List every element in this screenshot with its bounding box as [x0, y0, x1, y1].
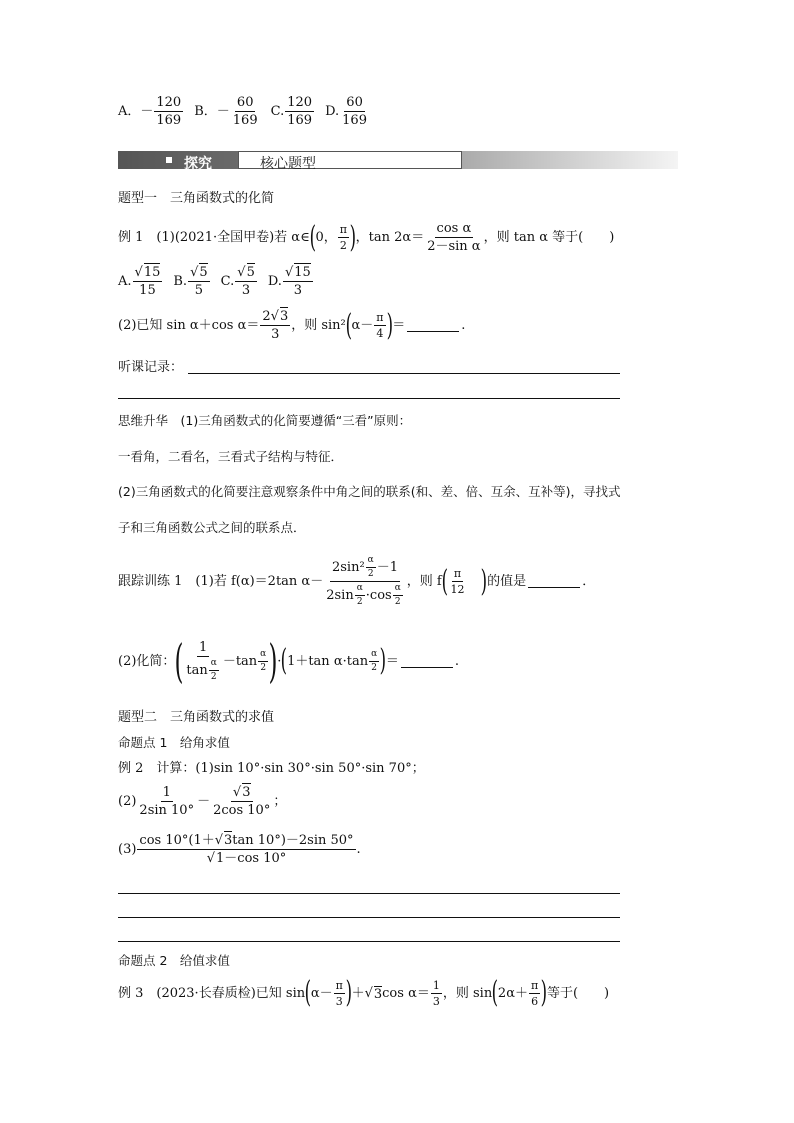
fraction-numerator: π — [530, 978, 539, 992]
second-factor: 1＋tan α·tan — [287, 653, 369, 669]
ex2-part3-label: (3) — [118, 842, 137, 857]
radicand: 3 — [373, 986, 383, 1002]
radicand: 5 — [199, 265, 208, 280]
ex3-cos-part: cos α＝ — [382, 985, 430, 1001]
track1-part2-intro: (2)化简： — [118, 653, 176, 669]
fraction-numerator: π — [453, 567, 462, 580]
denominator-part-a: 2sin — [326, 588, 354, 603]
semicolon: ； — [273, 794, 287, 809]
fraction-denominator: 2sin 10° — [139, 803, 195, 818]
one-third — [431, 980, 442, 1007]
alpha-over-2 — [393, 584, 403, 607]
sqrt-icon: √ — [134, 265, 143, 280]
radicand: 5 — [246, 265, 255, 280]
track1-intro: 跟踪训练 1 (1)若 f(α)＝2tan α－ — [118, 574, 324, 589]
fraction-denominator: 15 — [139, 283, 156, 298]
multiply-dot: · — [277, 653, 282, 669]
one-over-tan-half-alpha — [184, 641, 221, 682]
thinking-line-1: 思维升华 (1)三角函数式的化简要遵循“三看”原则： — [118, 413, 412, 428]
fraction-denominator: 2 — [260, 662, 267, 673]
ex1-part2-mid: ，则 sin² — [291, 318, 346, 333]
plus-sign: ＋ — [351, 985, 365, 1001]
prev-option-d-fraction — [340, 96, 369, 127]
notes-line-2[interactable] — [118, 398, 620, 399]
ex2-fraction-3 — [137, 834, 355, 865]
fraction-denominator: 2 — [367, 569, 374, 579]
fraction-numerator: 1 — [198, 639, 208, 655]
track1-mid: ，则 f — [406, 574, 442, 589]
radicand: 1－cos 10° — [216, 851, 287, 866]
right-paren: ) — [379, 643, 387, 678]
fraction-numerator: π — [339, 223, 347, 236]
fraction-numerator: cos α — [436, 221, 472, 236]
ex3-inner-1: α－ — [310, 985, 333, 1001]
ex1-intro: 例 1 (1)(2021·全国甲卷)若 α∈ — [118, 230, 310, 245]
fraction-denominator: 169 — [232, 113, 258, 128]
right-paren: ) — [345, 975, 352, 1010]
fraction-numerator: α — [393, 584, 403, 596]
fraction-denominator: 6 — [531, 994, 539, 1008]
prev-option-c-fraction — [285, 96, 314, 127]
fraction-denominator: 2 — [394, 597, 401, 607]
fraction-denominator: 2 — [210, 671, 217, 682]
numerator-part-a: 2sin² — [331, 560, 365, 575]
left-paren: ( — [441, 563, 448, 599]
prev-option-a-fraction — [154, 96, 183, 127]
radicand: 15 — [143, 265, 161, 280]
interval-start: 0， — [315, 230, 337, 245]
ex2-part2-label: (2) — [118, 794, 137, 809]
sqrt-icon: √ — [190, 265, 199, 280]
ex1-option-b-value — [188, 266, 210, 297]
fraction-denominator: 3 — [271, 327, 280, 342]
pi-over-6 — [529, 980, 540, 1007]
tan-label: tan — [186, 662, 208, 678]
ex1-condition-fraction — [425, 222, 482, 253]
fraction-numerator: 60 — [236, 95, 254, 110]
prev-option-b-fraction — [231, 96, 260, 127]
fraction-denominator: 2－sin α — [427, 239, 481, 254]
ex2-line-3 — [118, 834, 361, 865]
ex3-line — [118, 975, 610, 1010]
coefficient: 2 — [262, 309, 271, 324]
track1-part1 — [118, 556, 595, 607]
answer-blank[interactable] — [401, 655, 453, 668]
ex3-tail: 等于( ) — [546, 985, 610, 1001]
notes-line-1[interactable] — [188, 373, 620, 374]
answer-blank[interactable] — [528, 575, 580, 588]
fraction-denominator: 2 — [371, 662, 377, 673]
ex3-inner-2: 2α＋ — [497, 985, 528, 1001]
numerator-part-b: －1 — [376, 560, 399, 575]
prev-options — [118, 96, 370, 127]
radicand: 3 — [279, 309, 289, 324]
sqrt-icon: √ — [232, 785, 242, 800]
point1-title: 命题点 1 给角求值 — [118, 735, 230, 750]
answer-line-1[interactable] — [118, 893, 620, 894]
sqrt-icon: √ — [364, 985, 373, 1001]
type2-title: 题型二 三角函数式的求值 — [118, 710, 275, 725]
equals-sign: ＝ — [392, 318, 406, 333]
notes-label: 听课记录： — [118, 360, 184, 375]
equals-sign: ＝ — [385, 653, 399, 669]
left-paren: ( — [309, 219, 316, 255]
fraction-denominator: 12 — [450, 583, 465, 596]
radicand: 15 — [294, 265, 311, 280]
right-paren: ) — [540, 975, 548, 1010]
alpha-over-2 — [355, 584, 365, 607]
minus-tan: －tan — [222, 653, 258, 669]
fraction-numerator: 120 — [156, 95, 182, 110]
period: . — [454, 653, 460, 669]
type1-title: 题型一 三角函数式的化简 — [118, 191, 275, 206]
ex1-part2-intro: (2)已知 sin α＋cos α＝ — [118, 318, 260, 333]
ex1-option-c-value — [235, 266, 257, 297]
fraction-numerator: α — [366, 556, 376, 568]
track1-tail: 的值是 — [487, 574, 527, 589]
ex3-intro: 例 3 (2023·长春质检)已知 sin — [118, 985, 306, 1001]
ex3-then: ，则 sin — [442, 985, 493, 1001]
sqrt-icon: √ — [206, 851, 216, 866]
thinking-line-3: (2)三角函数式的化简要注意观察条件中角之间的联系(和、差、倍、互余、互补等)，寻找式 — [118, 484, 621, 499]
ex1-option-a: A. — [118, 274, 132, 289]
fraction-denominator: 3 — [335, 994, 343, 1008]
pi-over-12 — [448, 568, 466, 595]
ex1-option-d-value — [283, 266, 313, 297]
fraction-denominator: 2cos 10° — [213, 803, 271, 818]
fraction-denominator: 169 — [342, 113, 367, 128]
ex2-fraction-1 — [137, 786, 196, 817]
sqrt-icon: √ — [284, 265, 294, 280]
ex1-option-a-value — [133, 266, 163, 297]
track1-big-fraction — [324, 556, 406, 607]
sqrt-icon: √ — [214, 833, 224, 848]
fraction-denominator: 169 — [156, 113, 182, 128]
radicand: 3 — [224, 833, 233, 848]
fraction-numerator: α — [369, 650, 379, 662]
fraction-numerator: 1 — [162, 785, 171, 800]
fraction-denominator: 169 — [287, 113, 313, 128]
period: . — [461, 318, 466, 333]
thinking-line-2: 一看角，二看名，三看式子结构与特征． — [118, 449, 344, 464]
prev-option-c: C. — [270, 104, 285, 119]
answer-line-3[interactable] — [118, 941, 620, 942]
ex1-options — [118, 266, 314, 297]
fraction-numerator: 60 — [346, 95, 363, 110]
ex1-part2-fraction — [260, 310, 290, 341]
ex2-fraction-2 — [211, 786, 272, 817]
denominator-part-mid: ·cos — [365, 588, 392, 603]
sqrt-icon: √ — [237, 265, 246, 280]
fraction-denominator: 3 — [293, 283, 302, 298]
fraction-denominator: 2 — [339, 239, 347, 252]
square-bullet-icon — [166, 157, 172, 163]
numerator-part-a: cos 10°(1＋ — [139, 833, 215, 848]
right-paren: ) — [349, 219, 357, 255]
banner-right-label: 核心题型 — [260, 156, 316, 172]
pi-over-2 — [338, 224, 349, 251]
pi-over-4 — [374, 312, 385, 339]
fraction-denominator: 4 — [376, 327, 384, 340]
ex1-part2 — [118, 307, 466, 343]
pi-over-3 — [334, 980, 345, 1007]
left-paren: ( — [304, 975, 312, 1010]
banner-left-label: 探究 — [184, 156, 212, 172]
fraction-numerator: α — [209, 659, 219, 671]
alpha-over-2 — [369, 650, 379, 673]
sqrt-icon: √ — [270, 309, 279, 324]
left-paren: ( — [491, 975, 499, 1010]
left-paren: ( — [280, 643, 288, 678]
ex2-line-2 — [118, 786, 286, 817]
answer-blank[interactable] — [407, 319, 459, 332]
fraction-denominator: 3 — [432, 994, 440, 1008]
fraction-denominator: 3 — [241, 283, 251, 298]
right-paren: ) — [481, 563, 488, 599]
ex1-option-b: B. — [173, 274, 188, 289]
ex1-tan-part: ，tan 2α＝ — [355, 230, 425, 245]
ex1-option-c: C. — [220, 274, 235, 289]
prev-option-d: D. — [325, 104, 340, 119]
right-paren: ) — [386, 307, 393, 343]
ex1-tail: ，则 tan α 等于( ) — [483, 230, 615, 245]
answer-line-2[interactable] — [118, 917, 620, 918]
section-banner — [118, 151, 678, 171]
fraction-denominator: 5 — [194, 283, 203, 298]
ex1-option-d: D. — [267, 274, 282, 289]
fraction-numerator: π — [376, 311, 384, 324]
alpha-over-2 — [258, 650, 268, 673]
fraction-denominator: 2 — [356, 597, 363, 607]
prev-option-a: A．－ — [118, 104, 154, 119]
thinking-line-4: 子和三角函数公式之间的联系点． — [118, 520, 306, 535]
alpha-over-2 — [366, 556, 376, 579]
alpha-over-2 — [209, 659, 219, 682]
minus-sign: － — [197, 794, 211, 809]
track1-part2 — [118, 634, 460, 688]
ex1-part2-inner: α－ — [351, 318, 374, 333]
fraction-numerator: α — [258, 650, 268, 662]
point2-title: 命题点 2 给值求值 — [118, 953, 230, 968]
right-paren: ) — [268, 634, 278, 688]
period: ． — [582, 574, 596, 589]
numerator-part-b: tan 10°)－2sin 50° — [232, 833, 354, 848]
left-paren: ( — [345, 307, 352, 343]
fraction-numerator: α — [355, 584, 365, 596]
prev-option-b: B．－ — [194, 104, 230, 119]
period: . — [356, 842, 361, 857]
fraction-numerator: 120 — [287, 95, 313, 110]
radicand: 3 — [242, 785, 251, 800]
left-paren: ( — [174, 634, 184, 688]
ex2-line-1: 例 2 计算：(1)sin 10°·sin 30°·sin 50°·sin 70°； — [118, 761, 425, 776]
fraction-numerator: π — [335, 978, 343, 992]
fraction-numerator: 1 — [432, 978, 440, 992]
ex1-part1 — [118, 219, 615, 255]
